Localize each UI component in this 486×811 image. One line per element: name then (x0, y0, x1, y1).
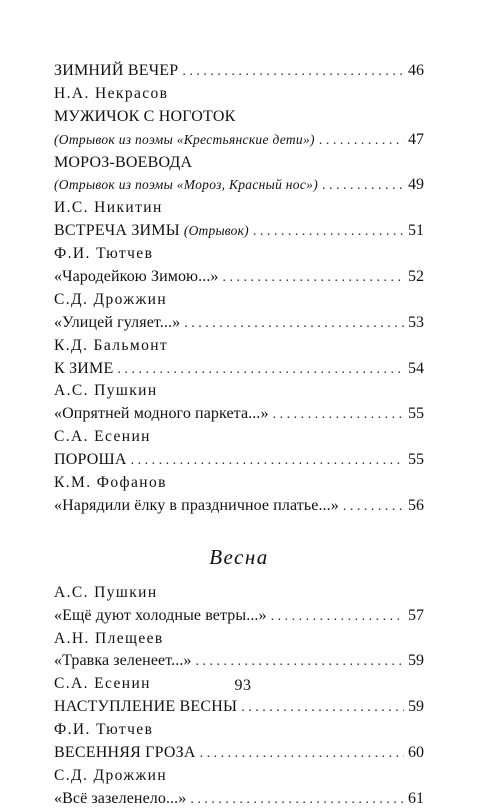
toc-entry-note-row (54, 174, 424, 197)
author-name: И.С. Никитин (54, 199, 163, 217)
leader-dots (200, 743, 404, 765)
toc-entry (54, 495, 424, 518)
leader-dots (131, 450, 404, 472)
toc-entry-page: 55 (408, 405, 424, 423)
toc-entry (54, 788, 424, 811)
toc-entry-page: 49 (408, 176, 424, 194)
toc-entry-note: (Отрывок из поэмы «Крестьянские дети») (54, 131, 315, 147)
toc-entry-title: ЗИМНИЙ ВЕЧЕР (54, 62, 179, 79)
author-name: А.С. Пушкин (54, 583, 158, 601)
leader-dots (223, 267, 404, 289)
leader-dots (184, 313, 404, 335)
leader-dots (273, 404, 404, 426)
toc-entry-note: (Отрывок) (183, 223, 249, 239)
toc-entry (54, 650, 424, 673)
toc-entry-title: «Ещё дуют холодные ветры...» (54, 606, 267, 624)
toc-entry-page: 53 (408, 313, 424, 331)
leader-dots (319, 130, 404, 152)
toc-entry-page: 57 (408, 606, 424, 624)
toc-entry-page: 60 (408, 744, 424, 762)
toc-entry-title: «Всё зазеленело...» (54, 789, 187, 807)
leader-dots (182, 61, 404, 83)
toc-entry-title: ВСТРЕЧА ЗИМЫ (54, 222, 180, 240)
leader-dots (253, 221, 404, 243)
toc-entry-page: 47 (408, 130, 424, 148)
toc-entry-page: 52 (408, 268, 424, 286)
author-name: С.Д. Дрожжин (54, 290, 168, 308)
toc-entry-page: 56 (408, 496, 424, 514)
author-name: К.М. Фофанов (54, 474, 167, 492)
leader-dots (196, 651, 404, 673)
toc-entry-title: НАСТУПЛЕНИЕ ВЕСНЫ (54, 698, 238, 716)
toc-entry-title: МОРОЗ-ВОЕВОДА (54, 153, 193, 171)
toc-entry (54, 605, 424, 628)
toc-entry (54, 449, 424, 472)
toc-entry (54, 106, 424, 129)
leader-dots (117, 359, 404, 381)
toc-entry-title: «Травка зеленеет...» (54, 652, 192, 670)
section-heading: Весна (209, 544, 269, 569)
toc-entry-title: К ЗИМЕ (54, 359, 114, 377)
toc-entry (54, 266, 424, 289)
toc-entry (54, 220, 424, 243)
author-name: С.А. Есенин (54, 675, 151, 693)
toc-entry-title: «Улицей гуляет...» (54, 313, 181, 331)
toc-entry-page: 51 (408, 222, 424, 240)
leader-dots (322, 175, 404, 197)
author-name: С.А. Есенин (54, 428, 151, 446)
toc-entry-title: «Нарядили ёлку в праздничное платье...» (54, 496, 339, 514)
toc-entry-page: 54 (408, 359, 424, 377)
toc-entry-title: ВЕСЕННЯЯ ГРОЗА (54, 744, 196, 762)
author-name: А.С. Пушкин (54, 382, 158, 400)
toc-entry-page: 46 (408, 62, 424, 79)
toc-entry-note: (Отрывок из поэмы «Мороз, Красный нос») (54, 177, 318, 193)
toc-entry-title: «Опрятней модного паркета...» (54, 405, 269, 423)
author-name: К.Д. Бальмонт (54, 336, 169, 354)
toc-entry-page: 61 (408, 789, 424, 807)
toc-entry-page: 59 (408, 698, 424, 716)
leader-dots (271, 606, 404, 628)
toc-entry (54, 696, 424, 719)
leader-dots (190, 789, 404, 811)
toc-entry (54, 152, 424, 175)
toc-entry (54, 358, 424, 381)
leader-dots (343, 496, 404, 518)
toc-entry-note-row (54, 129, 424, 152)
author-name: Ф.И. Тютчев (54, 721, 154, 739)
author-name: А.Н. Плещеев (54, 629, 164, 647)
author-name: Ф.И. Тютчев (54, 245, 154, 263)
toc-entry-title: ПОРОША (54, 451, 127, 469)
table-of-contents (54, 60, 424, 811)
author-name: Н.А. Некрасов (54, 84, 169, 102)
toc-entry (54, 742, 424, 765)
author-name: С.Д. Дрожжин (54, 766, 168, 784)
toc-entry-page: 55 (408, 451, 424, 469)
toc-entry-page: 59 (408, 652, 424, 670)
toc-entry (54, 60, 424, 83)
page-number: 93 (234, 677, 252, 694)
toc-entry (54, 403, 424, 426)
toc-entry-title: «Чародейкою Зимою...» (54, 268, 219, 286)
toc-entry-title: МУЖИЧОК С НОГОТОК (54, 107, 236, 125)
toc-entry (54, 312, 424, 335)
leader-dots (241, 697, 404, 719)
